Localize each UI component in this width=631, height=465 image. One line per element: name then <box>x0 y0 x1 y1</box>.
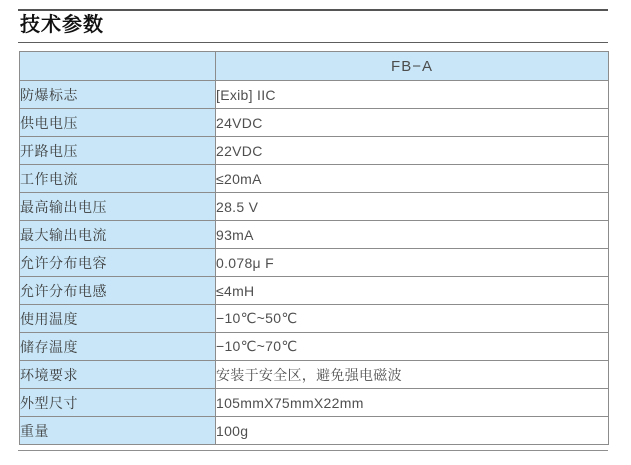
param-label: 允许分布电感 <box>20 277 216 305</box>
param-value: −10℃~70℃ <box>216 333 609 361</box>
header-model-cell: FB−A <box>216 52 609 81</box>
param-value: 22VDC <box>216 137 609 165</box>
param-label: 工作电流 <box>20 165 216 193</box>
table-row <box>20 361 609 389</box>
param-value: ≤4mH <box>216 277 609 305</box>
table-header-row <box>20 52 609 81</box>
param-label: 允许分布电容 <box>20 249 216 277</box>
param-value: [Exib] IIC <box>216 81 609 109</box>
table-row <box>20 109 609 137</box>
bottom-divider <box>18 450 608 451</box>
header-empty-cell <box>20 52 216 81</box>
page-title: 技术参数 <box>20 14 104 36</box>
param-value: ≤20mA <box>216 165 609 193</box>
table-row <box>20 249 609 277</box>
spec-table <box>19 51 609 445</box>
table-row <box>20 165 609 193</box>
param-label: 最大输出电流 <box>20 221 216 249</box>
param-value: 安装于安全区，避免强电磁波 <box>216 361 609 389</box>
table-row <box>20 417 609 445</box>
param-label: 防爆标志 <box>20 81 216 109</box>
table-row <box>20 305 609 333</box>
table-row <box>20 333 609 361</box>
param-value: 28.5 V <box>216 193 609 221</box>
param-value: 100g <box>216 417 609 445</box>
param-value: −10℃~50℃ <box>216 305 609 333</box>
table-row <box>20 221 609 249</box>
table-row <box>20 137 609 165</box>
param-label: 重量 <box>20 417 216 445</box>
table-row <box>20 81 609 109</box>
table-row <box>20 193 609 221</box>
table-row <box>20 389 609 417</box>
param-label: 使用温度 <box>20 305 216 333</box>
param-label: 外型尺寸 <box>20 389 216 417</box>
param-value: 24VDC <box>216 109 609 137</box>
param-label: 环境要求 <box>20 361 216 389</box>
param-label: 最高输出电压 <box>20 193 216 221</box>
param-label: 供电电压 <box>20 109 216 137</box>
param-label: 开路电压 <box>20 137 216 165</box>
top-divider <box>18 9 608 11</box>
table-row <box>20 277 609 305</box>
param-label: 储存温度 <box>20 333 216 361</box>
param-value: 0.078μ F <box>216 249 609 277</box>
param-value: 105mmX75mmX22mm <box>216 389 609 417</box>
param-value: 93mA <box>216 221 609 249</box>
title-underline <box>18 42 608 43</box>
